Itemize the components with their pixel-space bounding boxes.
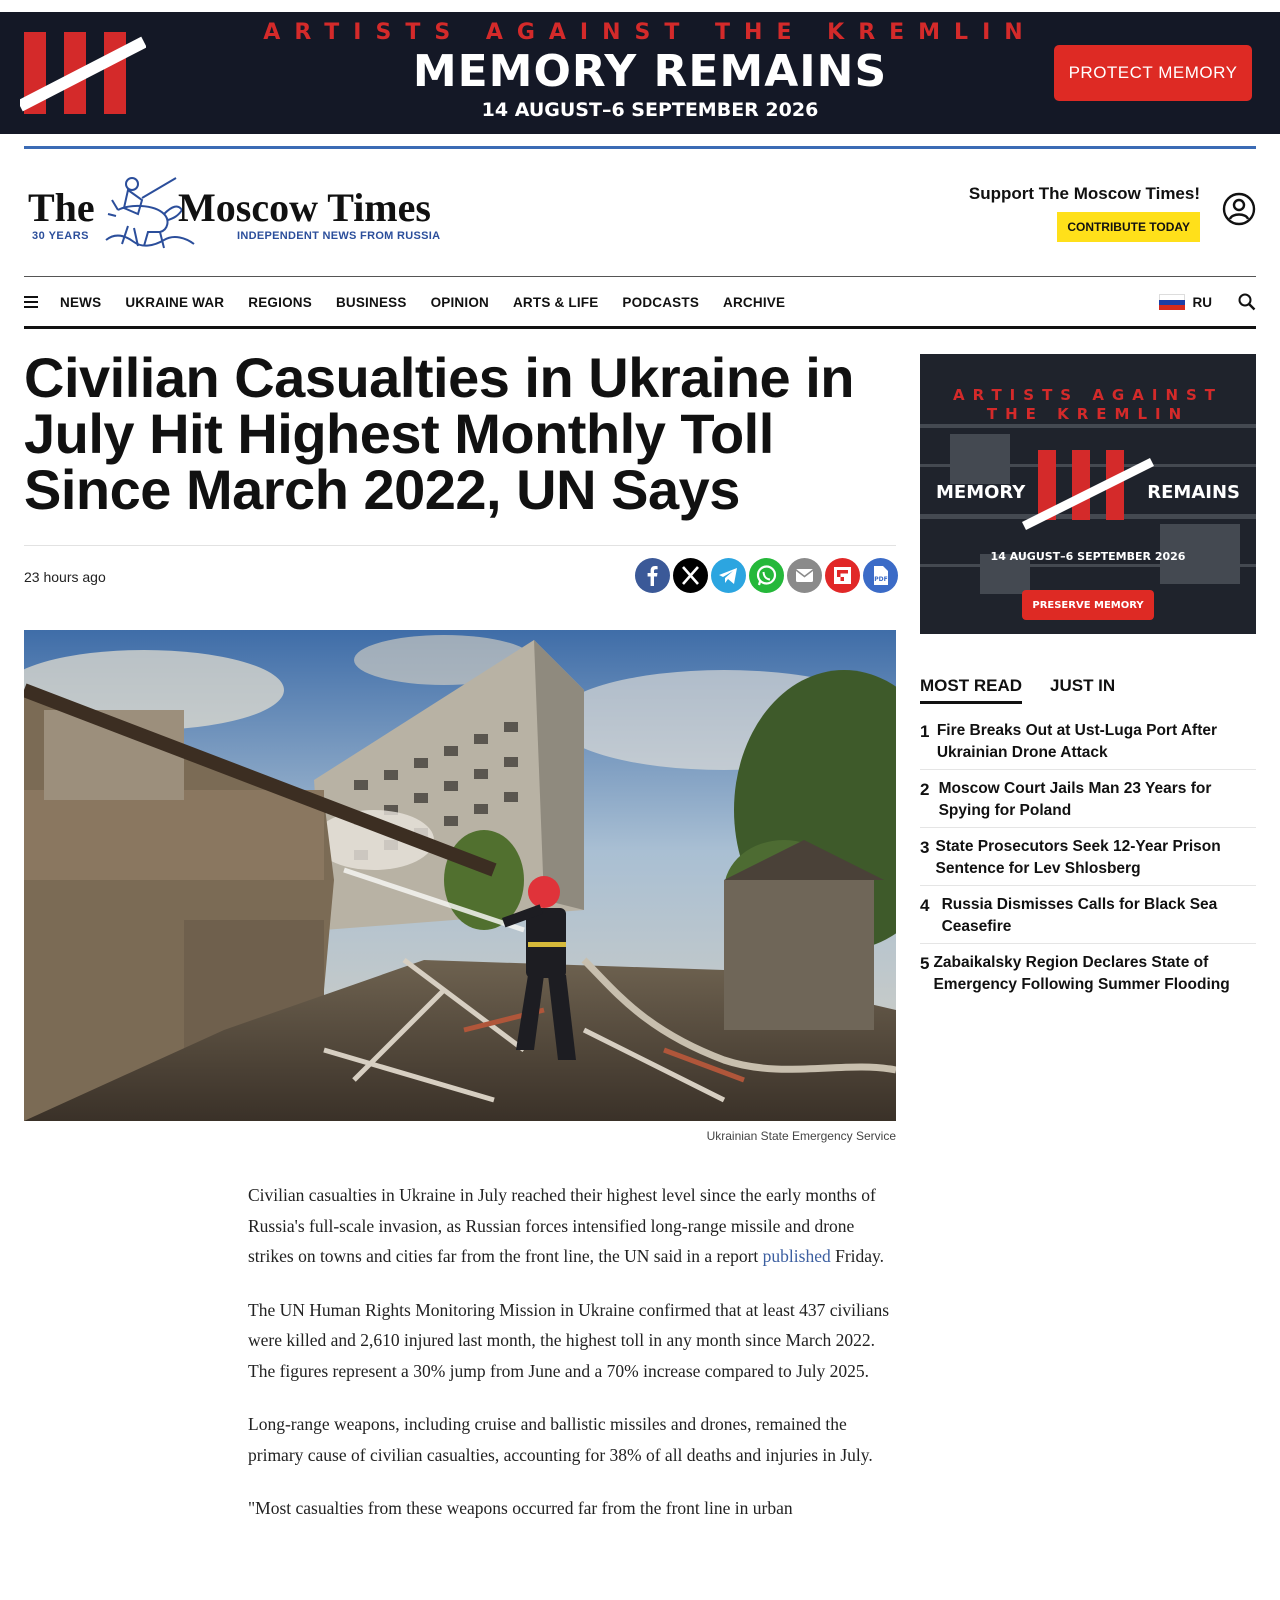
search-icon[interactable] bbox=[1238, 293, 1256, 311]
nav-item-opinion[interactable]: OPINION bbox=[430, 294, 489, 310]
firefighter-scene-image bbox=[24, 630, 896, 1121]
banner-dates: 14 AUGUST–6 SEPTEMBER 2026 bbox=[481, 99, 819, 121]
logo-the[interactable]: The bbox=[28, 185, 95, 230]
list-item-title[interactable]: Moscow Court Jails Man 23 Years for Spying for Poland bbox=[938, 780, 1212, 819]
list-item[interactable] bbox=[920, 828, 1256, 886]
flipboard-icon[interactable] bbox=[825, 558, 860, 593]
published-link[interactable]: published bbox=[762, 1246, 831, 1266]
banner-title: MEMORY REMAINS bbox=[412, 46, 888, 97]
nav-item-news[interactable]: NEWS bbox=[60, 294, 102, 310]
tab-most-read[interactable]: MOST READ bbox=[920, 676, 1022, 704]
sidebar-ad-kicker: ARTISTS AGAINST THE KREMLIN bbox=[952, 386, 1224, 423]
paragraph-3: Long-range weapons, including cruise and ballistic missiles and drones, remained the primary cause of civilian casualties, accounting for 38% of all deaths and injuries in July. bbox=[248, 1414, 873, 1465]
article-headline: Civilian Casualties in Ukraine in July Hit Highest Monthly Toll Since March 2022, UN Says bbox=[24, 346, 855, 521]
account-icon[interactable] bbox=[1222, 192, 1256, 226]
logo-name[interactable]: Moscow Times bbox=[178, 185, 431, 230]
header-divider bbox=[24, 146, 1256, 149]
list-item-number: 2 bbox=[920, 780, 930, 799]
share-bar bbox=[632, 558, 898, 593]
pdf-icon[interactable] bbox=[863, 558, 898, 593]
nav-item-archive[interactable]: ARCHIVE bbox=[723, 294, 786, 310]
tab-just-in[interactable]: JUST IN bbox=[1050, 676, 1116, 695]
nav-item-business[interactable]: BUSINESS bbox=[335, 294, 407, 310]
list-item-title[interactable]: Russia Dismisses Calls for Black Sea Ceasefire bbox=[941, 896, 1218, 935]
sidebar-ad[interactable] bbox=[920, 354, 1256, 634]
russian-flag-icon[interactable] bbox=[1159, 294, 1185, 310]
article-body bbox=[248, 1180, 898, 1547]
svg-text:PDF: PDF bbox=[874, 576, 888, 583]
paragraph-4: "Most casualties from these weapons occurred far from the front line in urban bbox=[248, 1498, 793, 1518]
most-read-list bbox=[920, 712, 1256, 1002]
nav-right bbox=[1159, 278, 1257, 326]
list-item-title[interactable]: Fire Breaks Out at Ust-Luga Port After Ukrainian Drone Attack bbox=[936, 722, 1218, 761]
email-icon[interactable] bbox=[787, 558, 822, 593]
support-block bbox=[969, 184, 1200, 242]
logo-years: 30 YEARS bbox=[32, 230, 89, 242]
protect-memory-button[interactable]: PROTECT MEMORY bbox=[1054, 45, 1252, 101]
whatsapp-icon[interactable] bbox=[749, 558, 784, 593]
telegram-icon[interactable] bbox=[711, 558, 746, 593]
main-nav bbox=[24, 278, 1256, 326]
top-ad-banner[interactable] bbox=[0, 12, 1280, 134]
sidebar-ad-memory: MEMORY bbox=[936, 482, 1026, 503]
masthead bbox=[24, 170, 1256, 260]
list-item-number: 1 bbox=[920, 722, 930, 741]
facebook-icon[interactable] bbox=[635, 558, 670, 593]
nav-item-podcasts[interactable]: PODCASTS bbox=[622, 294, 700, 310]
paragraph-1: Civilian casualties in Ukraine in July reached their highest level since the early months of Russia's full-scale invasion, as Russian forces intensified long-range missile and drone strikes on towns and cities far from the front line, the UN said in a report published Friday. bbox=[248, 1185, 885, 1266]
sidebar-ad-remains: REMAINS bbox=[1147, 482, 1240, 503]
list-item[interactable] bbox=[920, 712, 1256, 770]
list-item-title[interactable]: Zabaikalsky Region Declares State of Emergency Following Summer Flooding bbox=[933, 954, 1230, 993]
nav-top-rule bbox=[24, 276, 1256, 277]
menu-icon[interactable] bbox=[24, 296, 38, 308]
preserve-memory-button[interactable]: PRESERVE MEMORY bbox=[1022, 590, 1154, 620]
list-item-number: 3 bbox=[920, 838, 930, 857]
sidebar-tabs bbox=[920, 676, 1143, 704]
x-icon[interactable] bbox=[673, 558, 708, 593]
nav-item-ukraine-war[interactable]: UKRAINE WAR bbox=[125, 294, 225, 310]
image-caption: Ukrainian State Emergency Service bbox=[706, 1129, 896, 1143]
paragraph-2: The UN Human Rights Monitoring Mission in Ukraine confirmed that at least 437 civilians were killed and 2,610 injured last month, the highest toll in any month since March 2022. The figures represent a 30% jump from June and a 70% increase compared to July 2025. bbox=[248, 1299, 890, 1381]
logo-tagline: INDEPENDENT NEWS FROM RUSSIA bbox=[237, 230, 441, 242]
meta-divider bbox=[24, 545, 896, 546]
support-text: Support The Moscow Times! bbox=[968, 184, 1200, 203]
list-item[interactable] bbox=[920, 886, 1256, 944]
article-hero-image bbox=[24, 630, 896, 1121]
contribute-button[interactable]: CONTRIBUTE TODAY bbox=[1057, 212, 1200, 242]
list-item-title[interactable]: State Prosecutors Seek 12-Year Prison Sentence for Lev Shlosberg bbox=[935, 838, 1221, 877]
sidebar-ad-dates: 14 AUGUST–6 SEPTEMBER 2026 bbox=[990, 550, 1186, 563]
list-item[interactable] bbox=[920, 944, 1256, 1002]
list-item-number: 5 bbox=[920, 954, 930, 973]
list-item-number: 4 bbox=[920, 896, 930, 915]
language-switch[interactable]: RU bbox=[1192, 294, 1212, 310]
list-item[interactable] bbox=[920, 770, 1256, 828]
banner-kicker: ARTISTS AGAINST THE KREMLIN bbox=[263, 20, 1037, 45]
article-timestamp: 23 hours ago bbox=[24, 569, 106, 585]
nav-item-arts-life[interactable]: ARTS & LIFE bbox=[512, 294, 599, 310]
three-bars-logo-icon bbox=[20, 28, 146, 118]
nav-item-regions[interactable]: REGIONS bbox=[248, 294, 312, 310]
nav-bottom-rule bbox=[24, 326, 1256, 329]
